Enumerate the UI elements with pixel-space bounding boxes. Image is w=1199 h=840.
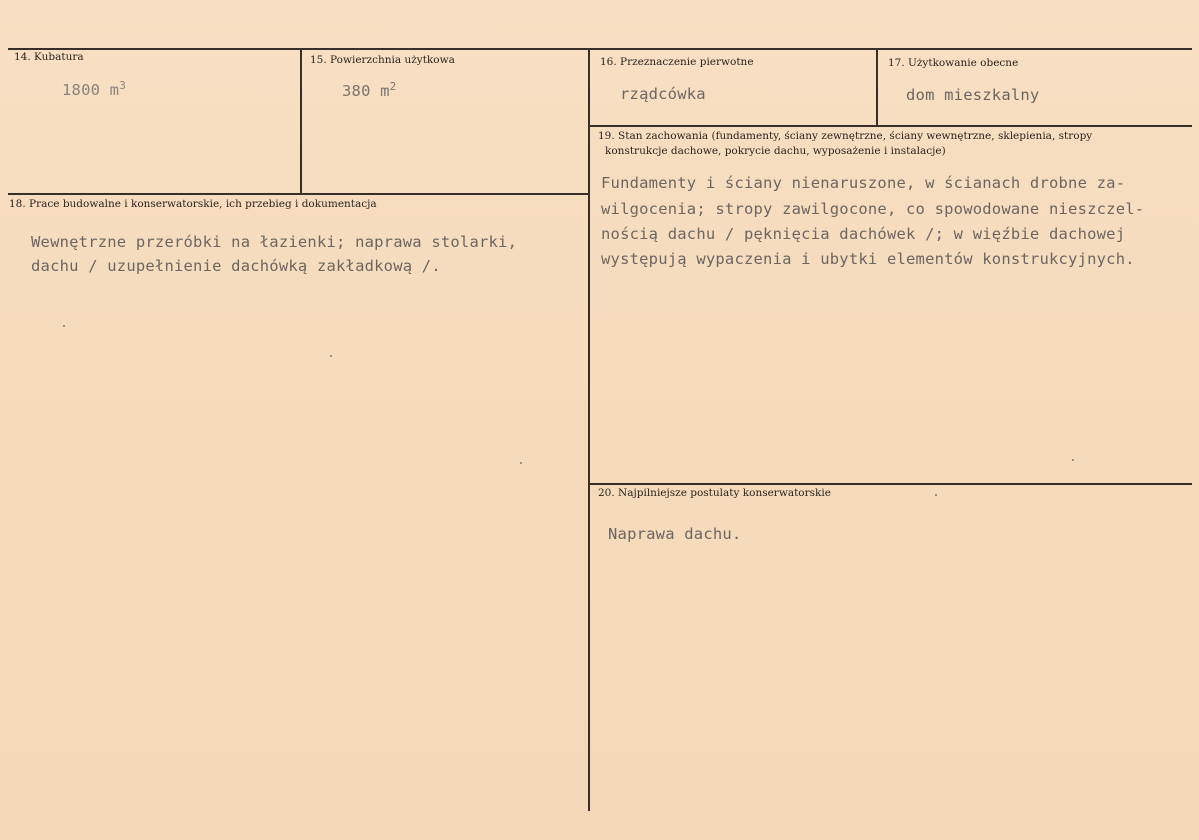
field-18-line-1: Wewnętrzne przeróbki na łazienki; naprawa stolarki, — [31, 233, 518, 251]
field-18-line-2: dachu / uzupełnienie dachówką zakładkową /. — [31, 257, 441, 275]
field-18-label: 18. Prace budowalne i konserwatorskie, ich przebieg i dokumentacja — [9, 198, 377, 210]
field-14-value — [62, 77, 126, 104]
divider-16-17 — [876, 48, 878, 125]
field-15-value-sup: 2 — [389, 79, 397, 93]
paper-speck — [935, 494, 937, 496]
field-19-line-2: wilgocenia; stropy zawilgocone, co spowodowane nieszczel- — [601, 200, 1145, 218]
paper-speck — [330, 355, 332, 357]
divider-14-15 — [300, 48, 302, 193]
rule-below-14-15 — [8, 193, 590, 195]
field-14-value-text: 1800 m — [62, 81, 120, 99]
field-16-label: 16. Przeznaczenie pierwotne — [600, 56, 754, 68]
rule-below-16-17 — [590, 125, 1192, 127]
field-15-label: 15. Powierzchnia użytkowa — [310, 54, 455, 66]
field-17-value: dom mieszkalny — [906, 86, 1040, 104]
divider-center — [588, 48, 590, 811]
paper-speck — [520, 462, 522, 464]
field-15-value — [342, 78, 397, 105]
paper-speck — [1072, 459, 1074, 461]
paper-speck — [63, 325, 65, 327]
field-14-value-sup: 3 — [119, 78, 127, 92]
field-20-label: 20. Najpilniejsze postulaty konserwatorskie — [598, 487, 831, 499]
field-14-label: 14. Kubatura — [14, 51, 84, 63]
top-rule — [8, 48, 1192, 50]
field-19-label-line-2: konstrukcje dachowe, pokrycie dachu, wyposażenie i instalacje) — [605, 145, 946, 157]
field-19-line-1: Fundamenty i ściany nienaruszone, w ścianach drobne za- — [601, 174, 1126, 192]
field-19-line-4: występują wypaczenia i ubytki elementów konstrukcyjnych. — [601, 250, 1135, 268]
field-17-label: 17. Użytkowanie obecne — [888, 57, 1019, 69]
field-19-line-3: nością dachu / pęknięcia dachówek /; w więźbie dachowej — [601, 225, 1126, 243]
field-20-value: Naprawa dachu. — [608, 525, 742, 543]
field-15-value-text: 380 m — [342, 82, 390, 100]
rule-below-19 — [590, 483, 1192, 485]
field-19-label-line-1: 19. Stan zachowania (fundamenty, ściany zewnętrzne, ściany wewnętrzne, sklepienia, stropy — [598, 130, 1093, 142]
field-16-value: rządcówka — [620, 85, 706, 103]
